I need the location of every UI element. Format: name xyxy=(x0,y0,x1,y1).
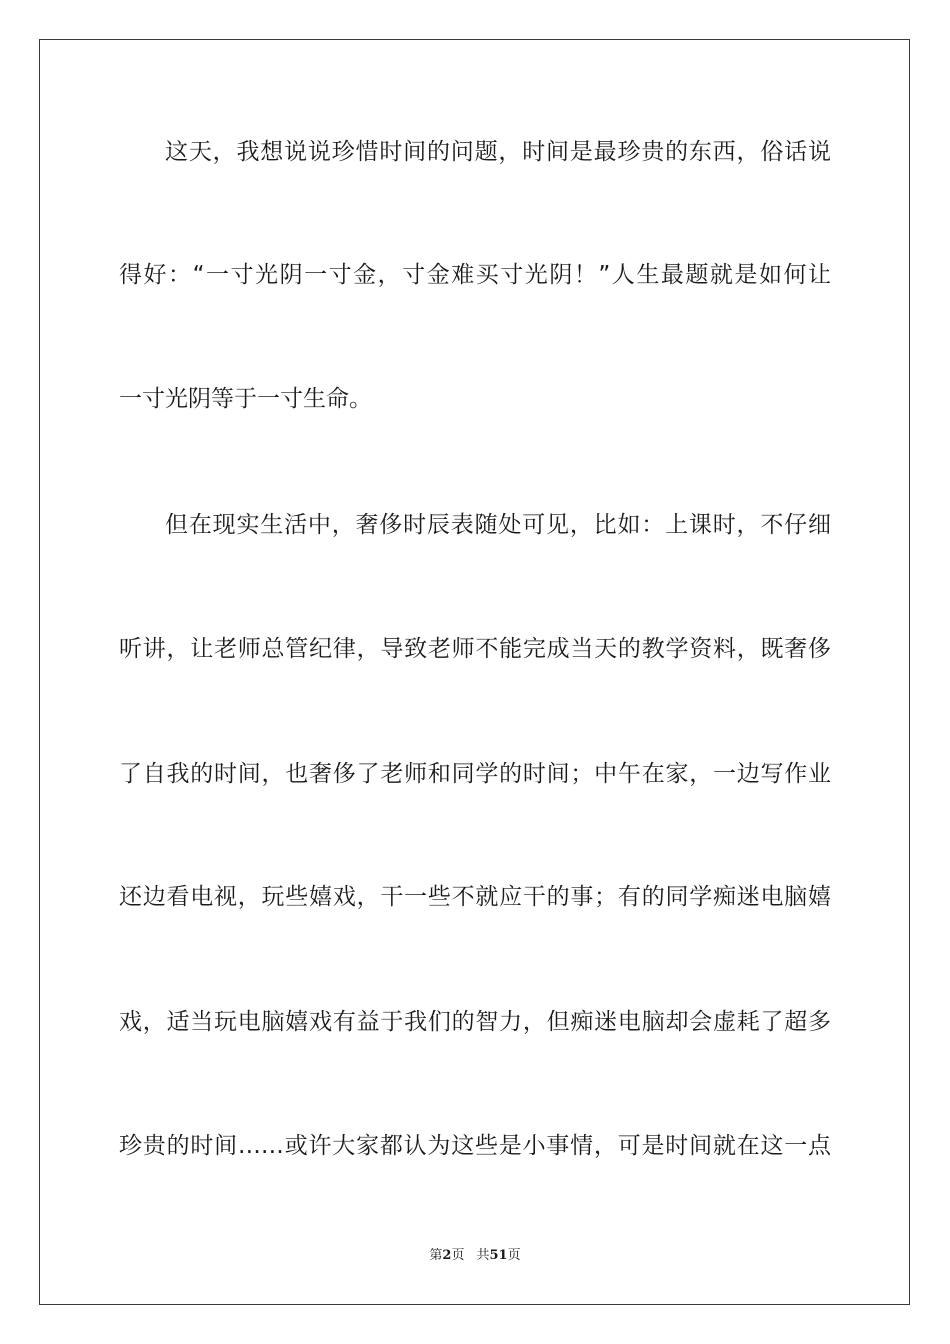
paragraph-2-line-3: 了自我的时间，也奢侈了老师和同学的时间；中午在家，一边写作业 xyxy=(119,761,831,787)
paragraph-2-line-5: 戏，适当玩电脑嬉戏有益于我们的智力，但痴迷电脑却会虚耗了超多 xyxy=(119,1009,831,1035)
page-suffix: 页 xyxy=(451,1248,465,1263)
paragraph-1-line-3: 一寸光阴等于一寸生命。 xyxy=(119,386,372,412)
paragraph-2-line-6: 珍贵的时间……或许大家都认为这些是小事情，可是时间就在这一点 xyxy=(119,1133,831,1159)
total-prefix: 共 xyxy=(476,1248,490,1263)
paragraph-2-line-2: 听讲，让老师总管纪律，导致老师不能完成当天的教学资料，既奢侈 xyxy=(119,636,831,662)
paragraph-2-line-1: 但在现实生活中，奢侈时辰表随处可见，比如：上课时，不仔细 xyxy=(165,512,831,538)
total-page-count: 51 xyxy=(489,1248,508,1263)
paragraph-2-line-4: 还边看电视，玩些嬉戏，干一些不就应干的事；有的同学痴迷电脑嬉 xyxy=(119,884,831,910)
page-footer xyxy=(0,1247,950,1265)
page-prefix: 第 xyxy=(429,1248,443,1263)
paragraph-1-line-1: 这天，我想说说珍惜时间的问题，时间是最珍贵的东西，俗话说 xyxy=(165,139,831,165)
paragraph-1-line-2: 得好：“一寸光阴一寸金，寸金难买寸光阴！”人生最题就是如何让 xyxy=(119,262,831,288)
total-suffix: 页 xyxy=(507,1248,521,1263)
page-border xyxy=(39,39,910,1305)
current-page-number: 2 xyxy=(442,1248,452,1263)
